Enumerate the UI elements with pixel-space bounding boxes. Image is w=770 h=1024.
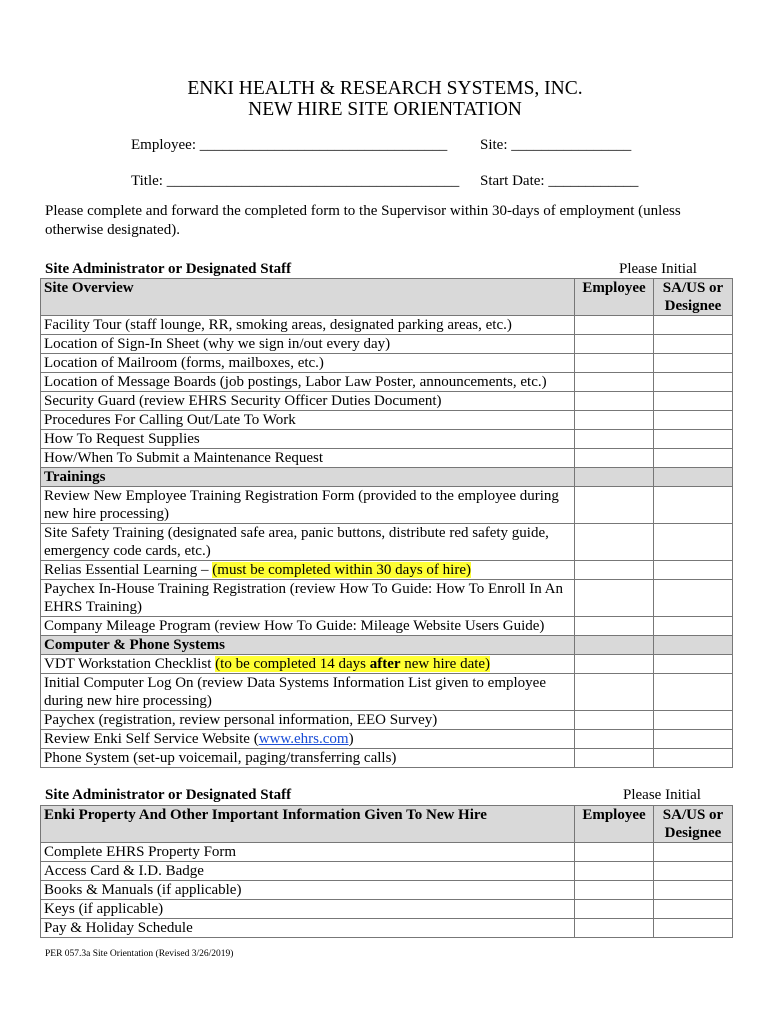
- sa-initial-cell[interactable]: [654, 373, 733, 392]
- list-item: [41, 561, 575, 580]
- employee-initial-cell[interactable]: [575, 487, 654, 524]
- list-item: Company Mileage Program (review How To Guide: Mileage Website Users Guide): [41, 617, 575, 636]
- employee-initial-cell[interactable]: [575, 900, 654, 919]
- sa-initial-cell[interactable]: [654, 900, 733, 919]
- sa-initial-cell[interactable]: [654, 674, 733, 711]
- list-item: Security Guard (review EHRS Security Officer Duties Document): [41, 392, 575, 411]
- sa-initial-cell[interactable]: [654, 881, 733, 900]
- employee-initial-cell[interactable]: [575, 411, 654, 430]
- sa-initial-cell[interactable]: [654, 749, 733, 768]
- vdt-highlight: (to be completed 14 days after new hire date): [215, 656, 491, 672]
- list-item: Books & Manuals (if applicable): [41, 881, 575, 900]
- section1-please-initial: Please Initial: [619, 261, 697, 277]
- form-title: NEW HIRE SITE ORIENTATION: [248, 99, 522, 120]
- list-item: Location of Sign-In Sheet (why we sign in/out every day): [41, 335, 575, 354]
- sa-initial-cell[interactable]: [654, 617, 733, 636]
- instructions: Please complete and forward the completed form to the Supervisor within 30-days of employment (unless otherwise designated).: [45, 203, 681, 238]
- employee-initial-cell[interactable]: [575, 730, 654, 749]
- employee-initial-cell[interactable]: [575, 843, 654, 862]
- employee-initial-cell[interactable]: [575, 430, 654, 449]
- sa-initial-cell[interactable]: [654, 730, 733, 749]
- employee-initial-cell[interactable]: [575, 862, 654, 881]
- employee-initial-cell[interactable]: [575, 674, 654, 711]
- site-orientation-table: [40, 278, 733, 768]
- vdt-text: VDT Workstation Checklist: [44, 656, 216, 672]
- ehrs-website-link[interactable]: www.ehrs.com: [258, 731, 349, 747]
- employee-initial-cell[interactable]: [575, 335, 654, 354]
- sa-initial-cell[interactable]: [654, 449, 733, 468]
- footer-form-id: PER 057.3a Site Orientation (Revised 3/26/2019): [45, 949, 234, 959]
- section2-label: Site Administrator or Designated Staff: [45, 787, 292, 803]
- sa-initial-cell[interactable]: [654, 411, 733, 430]
- list-item: Site Safety Training (designated safe area, panic buttons, distribute red safety guide, emergency code cards, etc.): [41, 524, 575, 561]
- sa-initial-cell[interactable]: [654, 487, 733, 524]
- computer-phone-heading: Computer & Phone Systems: [41, 636, 575, 655]
- list-item: Access Card & I.D. Badge: [41, 862, 575, 881]
- list-item: Procedures For Calling Out/Late To Work: [41, 411, 575, 430]
- relias-highlight: (must be completed within 30 days of hire): [212, 562, 471, 578]
- list-item: Complete EHRS Property Form: [41, 843, 575, 862]
- employee-field[interactable]: Employee: _________________________________: [131, 137, 448, 153]
- sa-initial-cell[interactable]: [654, 335, 733, 354]
- sa-initial-cell[interactable]: [654, 430, 733, 449]
- list-item: Facility Tour (staff lounge, RR, smoking areas, designated parking areas, etc.): [41, 316, 575, 335]
- employee-initial-cell[interactable]: [575, 655, 654, 674]
- sa-initial-cell[interactable]: [654, 711, 733, 730]
- employee-initial-cell[interactable]: [575, 373, 654, 392]
- sa-initial-cell[interactable]: [654, 354, 733, 373]
- list-item: [41, 655, 575, 674]
- list-item: Location of Mailroom (forms, mailboxes, etc.): [41, 354, 575, 373]
- employee-initial-cell[interactable]: [575, 392, 654, 411]
- sa-initial-cell[interactable]: [654, 580, 733, 617]
- list-item: Review New Employee Training Registration Form (provided to the employee during new hire processing): [41, 487, 575, 524]
- employee-initial-cell[interactable]: [575, 711, 654, 730]
- start-date-field[interactable]: Start Date: ____________: [480, 173, 639, 189]
- employee-initial-cell[interactable]: [575, 354, 654, 373]
- employee-initial-cell[interactable]: [575, 561, 654, 580]
- relias-text: Relias Essential Learning –: [44, 562, 213, 578]
- list-item: Review Enki Self Service Website (www.ehrs.com): [41, 730, 575, 749]
- property-header: Enki Property And Other Important Information Given To New Hire: [41, 806, 575, 843]
- employee-initial-cell[interactable]: [575, 316, 654, 335]
- sa-initial-cell[interactable]: [654, 655, 733, 674]
- property-table: [40, 805, 733, 938]
- sa-initial-cell[interactable]: [654, 316, 733, 335]
- employee-initial-cell[interactable]: [575, 919, 654, 938]
- employee-initial-cell[interactable]: [575, 524, 654, 561]
- title-field[interactable]: Title: _______________________________________: [131, 173, 460, 189]
- sa-initial-cell[interactable]: [654, 919, 733, 938]
- list-item: Keys (if applicable): [41, 900, 575, 919]
- sa-initial-cell[interactable]: [654, 843, 733, 862]
- employee-initial-cell[interactable]: [575, 881, 654, 900]
- section2-please-initial: Please Initial: [623, 787, 701, 803]
- list-item: How/When To Submit a Maintenance Request: [41, 449, 575, 468]
- list-item: Paychex In-House Training Registration (review How To Guide: How To Enroll In An EHRS Training): [41, 580, 575, 617]
- sa-initial-cell[interactable]: [654, 561, 733, 580]
- sa-initial-cell[interactable]: [654, 392, 733, 411]
- section1-label: Site Administrator or Designated Staff: [45, 261, 292, 277]
- employee-column-header: Employee: [575, 279, 654, 316]
- sa-initial-cell[interactable]: [654, 524, 733, 561]
- employee-initial-cell[interactable]: [575, 617, 654, 636]
- site-field[interactable]: Site: ________________: [480, 137, 632, 153]
- list-item: Location of Message Boards (job postings, Labor Law Poster, announcements, etc.): [41, 373, 575, 392]
- sa-initial-cell[interactable]: [654, 862, 733, 881]
- sa-column-header: SA/US or Designee: [654, 279, 733, 316]
- list-item: Phone System (set-up voicemail, paging/transferring calls): [41, 749, 575, 768]
- employee-column-header: Employee: [575, 806, 654, 843]
- list-item: Initial Computer Log On (review Data Systems Information List given to employee during new hire processing): [41, 674, 575, 711]
- employee-initial-cell[interactable]: [575, 749, 654, 768]
- site-overview-header: Site Overview: [41, 279, 575, 316]
- list-item: Paychex (registration, review personal information, EEO Survey): [41, 711, 575, 730]
- sa-column-header: SA/US or Designee: [654, 806, 733, 843]
- trainings-heading: Trainings: [41, 468, 575, 487]
- company-name: ENKI HEALTH & RESEARCH SYSTEMS, INC.: [187, 78, 583, 99]
- employee-initial-cell[interactable]: [575, 580, 654, 617]
- employee-initial-cell[interactable]: [575, 449, 654, 468]
- list-item: Pay & Holiday Schedule: [41, 919, 575, 938]
- list-item: How To Request Supplies: [41, 430, 575, 449]
